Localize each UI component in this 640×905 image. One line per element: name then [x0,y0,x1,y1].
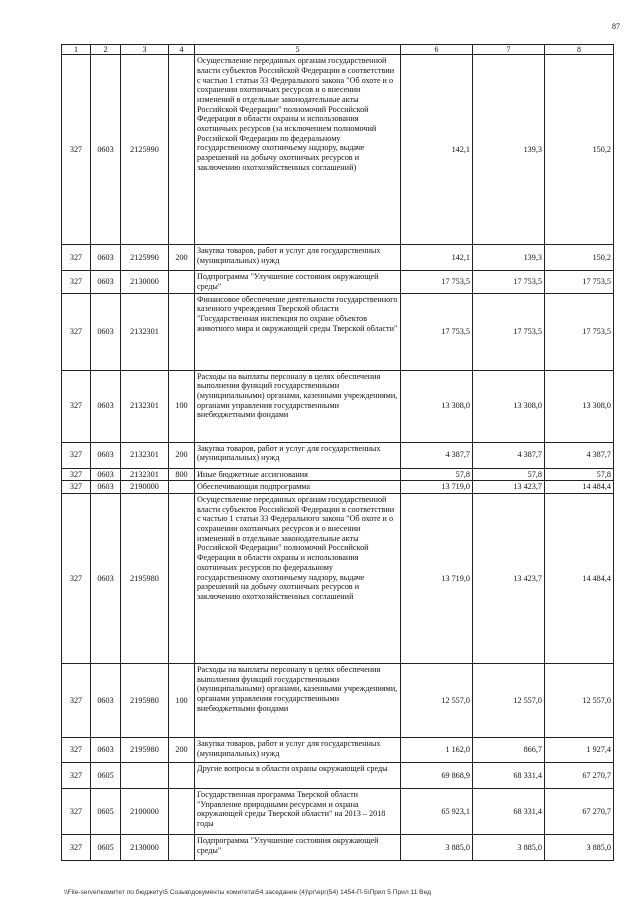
cell-expense-type [169,494,195,664]
table-row [62,494,614,664]
cell-target-article: 2195980 [121,738,169,763]
cell-code: 327 [62,789,91,835]
column-header: 6 [401,45,473,55]
cell-target-article: 2195980 [121,664,169,738]
cell-expense-type [169,789,195,835]
cell-expense-type [169,293,195,370]
cell-section: 0603 [91,738,121,763]
table-row [62,763,614,789]
cell-amount-col7: 13 308,0 [473,370,545,442]
cell-expense-type [169,763,195,789]
cell-section: 0603 [91,468,121,481]
cell-amount-col8: 150,2 [545,55,614,245]
cell-amount-col8: 17 753,5 [545,271,614,293]
table-row [62,738,614,763]
cell-code: 327 [62,293,91,370]
cell-code: 327 [62,370,91,442]
cell-section: 0603 [91,494,121,664]
cell-code: 327 [62,468,91,481]
cell-amount-col7: 139,3 [473,245,545,271]
cell-code: 327 [62,763,91,789]
cell-expense-type: 200 [169,245,195,271]
table-row [62,442,614,468]
table-row [62,245,614,271]
cell-description: Государственная программа Тверской области "Управление природными ресурсами и охрана окружающей среды Тверской области" на 2013 – 2018 годы [195,789,401,835]
cell-target-article: 2130000 [121,271,169,293]
cell-target-article: 2132301 [121,468,169,481]
cell-code: 327 [62,481,91,494]
cell-expense-type [169,55,195,245]
cell-expense-type [169,271,195,293]
cell-amount-col7: 3 885,0 [473,835,545,861]
column-header: 8 [545,45,614,55]
table-row [62,481,614,494]
cell-code: 327 [62,271,91,293]
column-header: 7 [473,45,545,55]
cell-section: 0603 [91,481,121,494]
cell-code: 327 [62,55,91,245]
page-number: 87 [612,22,620,31]
cell-section: 0603 [91,271,121,293]
cell-section: 0603 [91,664,121,738]
cell-description: Подпрограмма "Улучшение состояния окружающей среды" [195,271,401,293]
cell-amount-col7: 17 753,5 [473,293,545,370]
cell-amount-col8: 13 308,0 [545,370,614,442]
footer-file-path: \\File-server\комитет по бюджету\5 Созыв\документы комитета\54 заседание (4)\рг\ерг(54) 1454-П-5\Прил 5 Прил 11 Вед [64,889,431,896]
cell-code: 327 [62,494,91,664]
cell-section: 0605 [91,763,121,789]
cell-target-article [121,763,169,789]
cell-amount-col7: 4 387,7 [473,442,545,468]
column-header: 4 [169,45,195,55]
cell-code: 327 [62,835,91,861]
cell-amount-col8: 150,2 [545,245,614,271]
cell-amount-col6: 17 753,5 [401,271,473,293]
cell-amount-col6: 65 923,1 [401,789,473,835]
cell-amount-col6: 17 753,5 [401,293,473,370]
cell-amount-col6: 12 557,0 [401,664,473,738]
cell-amount-col8: 67 270,7 [545,789,614,835]
cell-amount-col6: 13 719,0 [401,494,473,664]
cell-expense-type: 200 [169,442,195,468]
cell-section: 0603 [91,293,121,370]
cell-amount-col8: 3 885,0 [545,835,614,861]
cell-amount-col7: 68 331,4 [473,763,545,789]
cell-amount-col7: 68 331,4 [473,789,545,835]
column-header: 5 [195,45,401,55]
cell-section: 0603 [91,370,121,442]
cell-section: 0605 [91,789,121,835]
cell-amount-col8: 17 753,5 [545,293,614,370]
cell-section: 0603 [91,55,121,245]
table-row [62,468,614,481]
cell-amount-col6: 13 308,0 [401,370,473,442]
table-row [62,664,614,738]
cell-description: Расходы на выплаты персоналу в целях обеспечения выполнения функций государственными (муниципальными) органами, казенными учреждениями, органами управления государственными внебюджетными фондами [195,664,401,738]
cell-amount-col6: 3 885,0 [401,835,473,861]
cell-amount-col6: 57,8 [401,468,473,481]
cell-code: 327 [62,738,91,763]
cell-target-article: 2132301 [121,293,169,370]
cell-code: 327 [62,442,91,468]
cell-target-article: 2130000 [121,835,169,861]
cell-expense-type: 800 [169,468,195,481]
cell-section: 0603 [91,245,121,271]
cell-description: Другие вопросы в области охраны окружающей среды [195,763,401,789]
table-row [62,293,614,370]
cell-amount-col7: 13 423,7 [473,481,545,494]
cell-expense-type: 100 [169,664,195,738]
table-row [62,835,614,861]
cell-target-article: 2190000 [121,481,169,494]
cell-description: Закупка товаров, работ и услуг для государственных (муниципальных) нужд [195,442,401,468]
cell-amount-col8: 14 484,4 [545,494,614,664]
cell-target-article: 2100000 [121,789,169,835]
table-row [62,789,614,835]
cell-amount-col6: 4 387,7 [401,442,473,468]
cell-amount-col7: 12 557,0 [473,664,545,738]
table-row [62,271,614,293]
cell-amount-col8: 12 557,0 [545,664,614,738]
cell-description: Закупка товаров, работ и услуг для государственных (муниципальных) нужд [195,245,401,271]
cell-amount-col6: 1 162,0 [401,738,473,763]
cell-description: Закупка товаров, работ и услуг для государственных (муниципальных) нужд [195,738,401,763]
cell-description: Финансовое обеспечение деятельности государственного казенного учреждения Тверской области "Государственная инспекция по охране объектов животного мира и окружающей среды Тверской области" [195,293,401,370]
cell-target-article: 2125990 [121,55,169,245]
cell-amount-col6: 13 719,0 [401,481,473,494]
cell-amount-col7: 139,3 [473,55,545,245]
cell-expense-type: 100 [169,370,195,442]
cell-expense-type [169,481,195,494]
cell-amount-col7: 57,8 [473,468,545,481]
budget-table [61,44,614,861]
column-header: 3 [121,45,169,55]
cell-amount-col8: 14 484,4 [545,481,614,494]
column-header: 2 [91,45,121,55]
cell-section: 0603 [91,442,121,468]
cell-description: Расходы на выплаты персоналу в целях обеспечения выполнения функций государственными (муниципальными) органами, казенными учреждениями, органами управления государственными внебюджетными фондами [195,370,401,442]
cell-code: 327 [62,245,91,271]
cell-description: Иные бюджетные ассигнования [195,468,401,481]
cell-amount-col7: 13 423,7 [473,494,545,664]
cell-description: Осуществление переданных органам государственной власти субъектов Российской Федерации в соответствии с частью 1 статьи 33 Федерального закона "Об охоте и о сохранении охотничьих ресурсов и о внесении изменений в отдельные законодательные акты Российской Федерации" полномочий Российской Федерации в области охраны и использования охотничьих ресурсов по федеральному государственному охотничьему надзору, выдаче разрешений на добычу охотничьих ресурсов и заключению охотхозяйственных соглашений [195,494,401,664]
cell-amount-col6: 142,1 [401,55,473,245]
cell-amount-col8: 1 927,4 [545,738,614,763]
cell-description: Осуществление переданных органам государственной власти субъектов Российской Федерации в соответствии с частью 1 статьи 33 Федерального закона "Об охоте и о сохранении охотничьих ресурсов и о внесении изменений в отдельные законодательные акты Российской Федерации" полномочий Российской Федерации в области охраны и использования охотничьих ресурсов (за исключением полномочий Российской Федерации по федеральному государственному охотничьему надзору, выдаче разрешений на добычу охотничьих ресурсов и заключению охотхозяйственных соглашений) [195,55,401,245]
cell-code: 327 [62,664,91,738]
cell-expense-type [169,835,195,861]
cell-expense-type: 200 [169,738,195,763]
column-header: 1 [62,45,91,55]
cell-target-article: 2125990 [121,245,169,271]
cell-amount-col7: 17 753,5 [473,271,545,293]
cell-amount-col7: 866,7 [473,738,545,763]
table-row [62,55,614,245]
table-header-row [62,45,614,55]
cell-description: Подпрограмма "Улучшение состояния окружающей среды" [195,835,401,861]
cell-section: 0605 [91,835,121,861]
cell-target-article: 2132301 [121,442,169,468]
cell-target-article: 2132301 [121,370,169,442]
cell-description: Обеспечивающая подпрограмма [195,481,401,494]
table-row [62,370,614,442]
cell-amount-col6: 69 868,9 [401,763,473,789]
cell-amount-col6: 142,1 [401,245,473,271]
cell-amount-col8: 4 387,7 [545,442,614,468]
table-body [62,55,614,861]
cell-amount-col8: 67 270,7 [545,763,614,789]
cell-amount-col8: 57,8 [545,468,614,481]
cell-target-article: 2195980 [121,494,169,664]
